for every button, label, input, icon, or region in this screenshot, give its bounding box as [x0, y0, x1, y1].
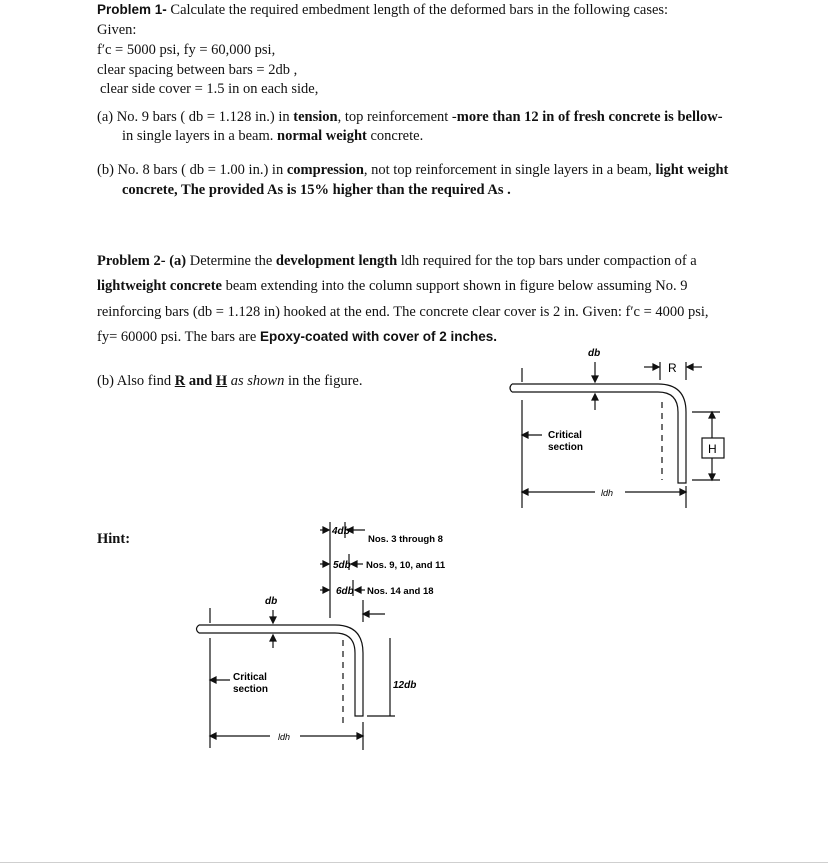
- hint-db-label: db: [265, 596, 278, 607]
- hint-db-arrowhead-top: [270, 617, 276, 623]
- db-arrowhead-top: [592, 376, 598, 382]
- hint-6db: 6db: [336, 586, 354, 597]
- hint-12db: 12db: [393, 680, 417, 691]
- ldh-arrowhead-left: [522, 489, 528, 495]
- case-b-line2: concrete, The provided As is 15% higher than the required As .: [122, 182, 511, 198]
- case-a-marker: (a): [97, 109, 114, 125]
- case-a-text3: , top reinforcement -: [337, 109, 457, 125]
- problem2-text2: beam extending into the column support shown in figure below assuming No. 9: [221, 278, 688, 294]
- fig1-h-label: H: [708, 442, 717, 456]
- hint-nos-9-11: Nos. 9, 10, and 11: [366, 560, 446, 571]
- problem2-line1: [97, 251, 697, 271]
- bottom-divider: [0, 862, 828, 863]
- case-b-compression: compression: [286, 162, 364, 178]
- hint-critical-label: Critical: [233, 672, 267, 683]
- hint-label: Hint:: [97, 531, 131, 547]
- case-a-text1: No. 9 bars ( db = 1.128 in.) in: [116, 109, 294, 125]
- part-b-h: H: [215, 373, 228, 389]
- part-b-and: and: [185, 373, 216, 389]
- fig1-r-label: R: [668, 361, 677, 375]
- nos3-arrowhead: [355, 587, 361, 593]
- case-b-light-weight: light weight: [655, 162, 729, 178]
- hooked-bar-figure: [500, 340, 750, 515]
- part-b-r: R: [174, 373, 186, 389]
- given-clear-spacing: clear spacing between bars = 2db ,: [97, 62, 298, 78]
- db-arrowhead-bottom: [592, 394, 598, 400]
- hint-nos-3-8: Nos. 3 through 8: [368, 534, 443, 545]
- problem1-heading: Problem 1-: [97, 2, 167, 17]
- hint-bar-end-cap: [197, 625, 200, 633]
- case-a-fresh-concrete: more than 12 in of fresh concrete is bellow-: [456, 109, 723, 125]
- problem2-line4: [97, 327, 497, 347]
- hint-nos-14-18: Nos. 14 and 18: [367, 586, 434, 597]
- problem2-fy: fy= 60000 psi. The bars are: [97, 329, 260, 345]
- given-side-cover: clear side cover = 1.5 in on each side,: [100, 81, 319, 97]
- fig1-db-label: db: [588, 348, 601, 359]
- bend-end-arrowhead: [363, 611, 369, 617]
- hint-ldh-arrowhead-left: [210, 733, 216, 739]
- h-arrowhead-top: [709, 412, 715, 418]
- hint-ldh-label: ldh: [278, 732, 291, 742]
- case-a-tension: tension: [293, 109, 338, 125]
- problem1-intro: Calculate the required embedment length of the deformed bars in the following cases:: [166, 2, 669, 18]
- part-b-as-shown: as shown: [227, 373, 285, 389]
- problem2-heading: Problem 2- (a): [97, 253, 187, 269]
- problem2-text1c: ldh required for the top bars under compaction of a: [397, 253, 697, 269]
- hint-5db: 5db: [333, 560, 351, 571]
- part-b-text1: (b) Also find: [97, 373, 175, 389]
- case-a-normal-weight: normal weight: [277, 128, 367, 144]
- part-b-text3: in the figure.: [284, 373, 363, 389]
- case-b-marker: (b): [97, 162, 114, 178]
- case-b-text3: , not top reinforcement in single layers in a beam,: [363, 162, 656, 178]
- case-b-line1: [97, 160, 728, 180]
- problem2-line3: reinforcing bars (db = 1.128 in) hooked at the end. The concrete clear cover is 2 in. Given: f′c = 4000 psi,: [97, 304, 709, 320]
- d5-arrowhead: [323, 561, 329, 567]
- case-a-text5: in single layers in a beam.: [122, 128, 278, 144]
- hint-ldh-arrowhead-right: [357, 733, 363, 739]
- r-arrowhead-right: [687, 364, 693, 370]
- case-a-text7: concrete.: [366, 128, 424, 144]
- d6-arrowhead: [323, 587, 329, 593]
- critical-arrowhead: [522, 432, 528, 438]
- hooked-bar: [512, 384, 686, 483]
- ldh-arrowhead-right: [680, 489, 686, 495]
- problem2-line2: [97, 276, 688, 296]
- case-b-text1: No. 8 bars ( db = 1.00 in.) in: [117, 162, 287, 178]
- fig1-section-label: section: [548, 442, 584, 453]
- problem2-part-b: [97, 371, 362, 391]
- d4-arrowhead: [323, 527, 329, 533]
- hint-section-label: section: [233, 684, 269, 695]
- given-label: Given:: [97, 22, 137, 38]
- problem2-text1: Determine the: [186, 253, 276, 269]
- problem2-lightweight: lightweight concrete: [97, 278, 222, 294]
- problem2-development-length: development length: [275, 253, 398, 269]
- hint-critical-arrowhead: [210, 677, 216, 683]
- hint-4db: 4db: [332, 526, 350, 537]
- r-arrowhead-left: [653, 364, 659, 370]
- problem2-epoxy: Epoxy-coated with cover of 2 inches.: [259, 329, 498, 344]
- hint-hook-figure: [185, 518, 505, 754]
- hint-db-arrowhead-bottom: [270, 635, 276, 641]
- nos2-arrowhead: [351, 561, 357, 567]
- case-a-line2: [122, 126, 423, 146]
- fig1-ldh-label: ldh: [601, 488, 614, 498]
- fig1-critical-label: Critical: [548, 430, 582, 441]
- problem1-title-line: [97, 0, 668, 20]
- hint-hooked-bar: [199, 625, 363, 716]
- case-a-line1: [97, 107, 723, 127]
- h-arrowhead-bottom: [709, 474, 715, 480]
- given-material-strength: f′c = 5000 psi, fy = 60,000 psi,: [97, 42, 276, 58]
- bar-end-cap: [510, 384, 512, 392]
